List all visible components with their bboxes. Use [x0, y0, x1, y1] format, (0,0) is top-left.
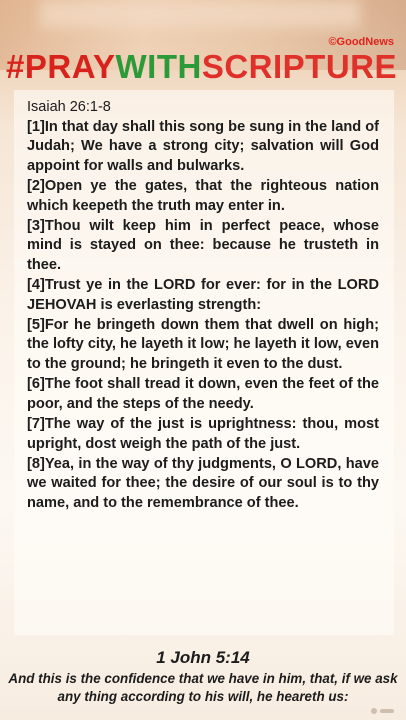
footer-reference: 1 John 5:14 [156, 648, 250, 667]
verse-text: For he bringeth down them that dwell on high; the lofty city, he layeth it low; he layeth it low, even to the ground; he bringeth it even to the dust. [27, 317, 379, 372]
hashtag-symbol: # [6, 48, 25, 85]
corner-watermark-icon [370, 706, 396, 716]
background-blur-block [40, 0, 360, 28]
verse-number: [2] [27, 178, 45, 195]
verse-text: Thou wilt keep him in perfect peace, whose mind is stayed on thee: because he trusteth in thee. [27, 218, 379, 273]
hashtag-title [6, 48, 402, 86]
verse-8 [27, 455, 379, 513]
verse-list [27, 118, 379, 514]
footer-quote: And this is the confidence that we have in him, that, if we ask any thing according to his will, he heareth us: [8, 671, 398, 704]
verse-text: Trust ye in the LORD for ever: for in the LORD JEHOVAH is everlasting strength: [27, 277, 379, 313]
passage-reference: Isaiah 26:1-8 [27, 99, 111, 115]
verse-6 [27, 375, 379, 414]
hashtag-word-with: WITH [115, 48, 202, 85]
verse-number: [6] [27, 376, 45, 393]
hashtag-word-scripture: SCRIPTURE [201, 48, 398, 85]
verse-number: [3] [27, 218, 45, 235]
verse-text: In that day shall this song be sung in the land of Judah; We have a strong city; salvation will God appoint for walls and bulwarks. [27, 119, 379, 174]
verse-1 [27, 118, 379, 176]
verse-3 [27, 217, 379, 275]
verse-text: Open ye the gates, that the righteous nation which keepeth the truth may enter in. [27, 178, 379, 214]
verse-text: Yea, in the way of thy judgments, O LORD, have we waited for thee; the desire of our soul is to thy name, and to the remembrance of thee. [27, 455, 379, 511]
verse-text: The foot shall tread it down, even the feet of the poor, and the steps of the needy. [27, 376, 379, 412]
verse-number: [8] [27, 455, 45, 472]
verse-4 [27, 276, 379, 315]
hashtag-word-pray: PRAY [24, 48, 116, 85]
verse-number: [1] [27, 119, 45, 135]
verse-number: [7] [27, 416, 45, 433]
verse-text: The way of the just is uprightness: thou, most upright, dost weigh the path of the just. [27, 416, 379, 452]
verse-number: [4] [27, 277, 45, 294]
verse-7 [27, 415, 379, 454]
verse-5 [27, 316, 379, 374]
verse-number: [5] [27, 317, 45, 334]
verse-2 [27, 177, 379, 216]
copyright-label: ©GoodNews [328, 36, 394, 48]
